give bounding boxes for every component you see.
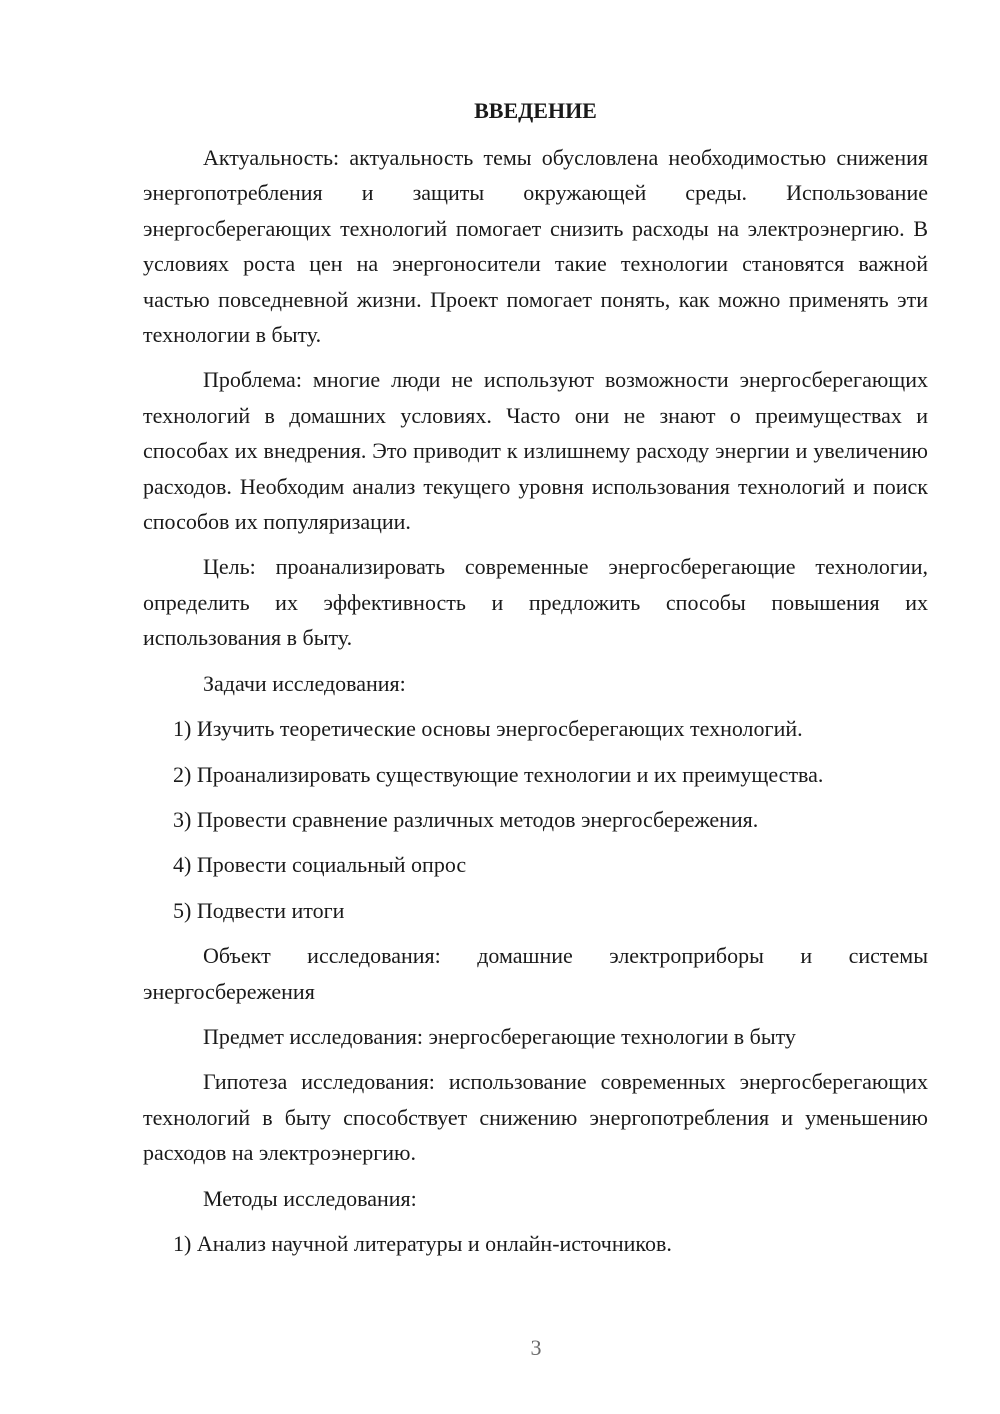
page-number: 3 [530,1335,542,1360]
hypothesis-paragraph: Гипотеза исследования: использование современных энергосберегающих технологий в быту способствует снижению энергопотребления и уменьшению расходов на электроэнергию. [143,1069,928,1166]
goal-paragraph: Цель: проанализировать современные энергосберегающие технологии, определить их эффективность и предложить способы повышения их использования в быту. [143,554,928,651]
methods-list [143,1226,928,1261]
relevance-paragraph: Актуальность: актуальность темы обусловлена необходимостью снижения энергопотребления и защиты окружающей среды. Использование энергосберегающих технологий помогает снизить расходы на электроэнергию. В условиях роста цен на энергоносители такие технологии становятся важной частью повседневной жизни. Проект помогает понять, как можно применять эти технологии в быту. [143,145,928,348]
object-paragraph: Объект исследования: домашние электроприборы и системы энергосбережения [143,943,928,1004]
task-item: 3) Провести сравнение различных методов энергосбережения. [173,806,759,832]
task-item: 4) Провести социальный опрос [173,852,467,878]
document-page [143,96,928,1271]
tasks-heading: Задачи исследования: [203,670,406,696]
page-title: ВВЕДЕНИЕ [474,98,597,123]
tasks-list [143,711,928,928]
task-item: 5) Подвести итоги [173,897,345,923]
task-item: 2) Проанализировать существующие технологии и их преимущества. [173,761,824,787]
task-item: 1) Изучить теоретические основы энергосберегающих технологий. [173,716,803,742]
method-item: 1) Анализ научной литературы и онлайн-источников. [173,1230,672,1256]
problem-paragraph: Проблема: многие люди не используют возможности энергосберегающих технологий в домашних условиях. Часто они не знают о преимуществах и способах их внедрения. Это приводит к излишнему расходу энергии и увеличению расходов. Необходим анализ текущего уровня использования технологий и поиск способов их популяризации. [143,367,928,535]
methods-heading: Методы исследования: [203,1185,417,1211]
subject-paragraph: Предмет исследования: энергосберегающие технологии в быту [203,1023,796,1049]
